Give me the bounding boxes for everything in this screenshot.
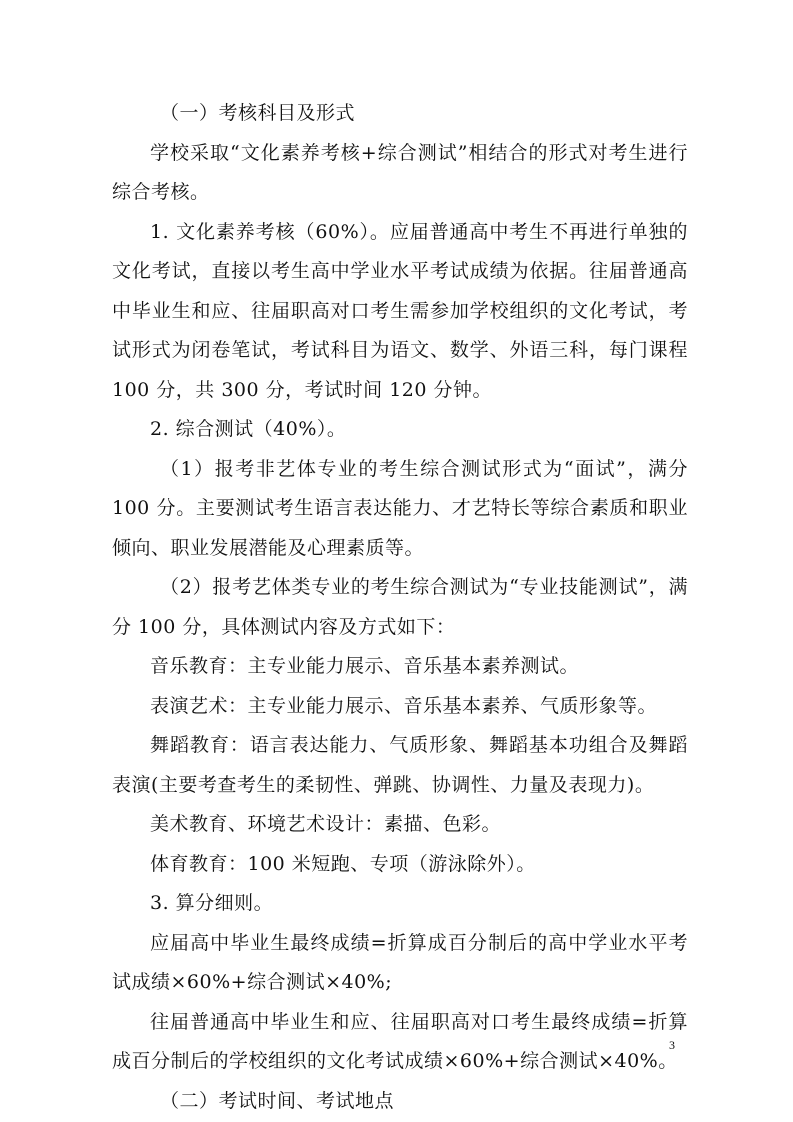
score-prior-paragraph: 往届普通高中毕业生和应、往届职高对口考生最终成绩=折算成百分制后的学校组织的文化考试成绩×60%+综合测试×40%。 xyxy=(112,1010,688,1072)
section-heading: （一）考核科目及形式 xyxy=(160,102,356,124)
document-body xyxy=(112,94,688,1121)
section-heading: （二）考试时间、考试地点 xyxy=(160,1089,395,1112)
item-1-paragraph: 1. 文化素养考核（60%）。应届普通高中考生不再进行单独的文化考试，直接以考生高中学业水平考试成绩为依据。往届普通高中毕业生和应、往届职高对口考生需参加学校组织的文化考试，考试形式为闭卷笔试，考试科目为语文、数学、外语三科，每门课程 100 分，共 300 分，考试时间 120 分钟。 xyxy=(112,220,688,401)
music-paragraph: 音乐教育：主专业能力展示、音乐基本素养测试。 xyxy=(150,655,580,677)
pe-paragraph: 体育教育：100 米短跑、专项（游泳除外）。 xyxy=(150,852,536,875)
item-2-1-paragraph: （1）报考非艺体专业的考生综合测试形式为“面试”，满分 100 分。主要测试考生语言表达能力、才艺特长等综合素质和职业倾向、职业发展潜能及心理素质等。 xyxy=(112,457,688,559)
art-paragraph: 美术教育、环境艺术设计：素描、色彩。 xyxy=(150,813,502,835)
page-number: 3 xyxy=(669,1038,675,1052)
dance-paragraph: 舞蹈教育：语言表达能力、气质形象、舞蹈基本功组合及舞蹈表演(主要考查考生的柔韧性、弹跳、协调性、力量及表现力)。 xyxy=(112,734,688,796)
item-2-paragraph: 2. 综合测试（40%）。 xyxy=(150,418,347,440)
item-2-2-paragraph: （2）报考艺体类专业的考生综合测试为“专业技能测试”，满分 100 分，具体测试内容及方式如下： xyxy=(112,576,688,638)
score-fresh-paragraph: 应届高中毕业生最终成绩=折算成百分制后的高中学业水平考试成绩×60%+综合测试×40%; xyxy=(112,931,688,993)
item-3-paragraph: 3. 算分细则。 xyxy=(150,892,274,914)
intro-paragraph: 学校采取“文化素养考核+综合测试”相结合的形式对考生进行综合考核。 xyxy=(112,141,688,203)
performance-paragraph: 表演艺术：主专业能力展示、音乐基本素养、气质形象等。 xyxy=(150,694,658,717)
